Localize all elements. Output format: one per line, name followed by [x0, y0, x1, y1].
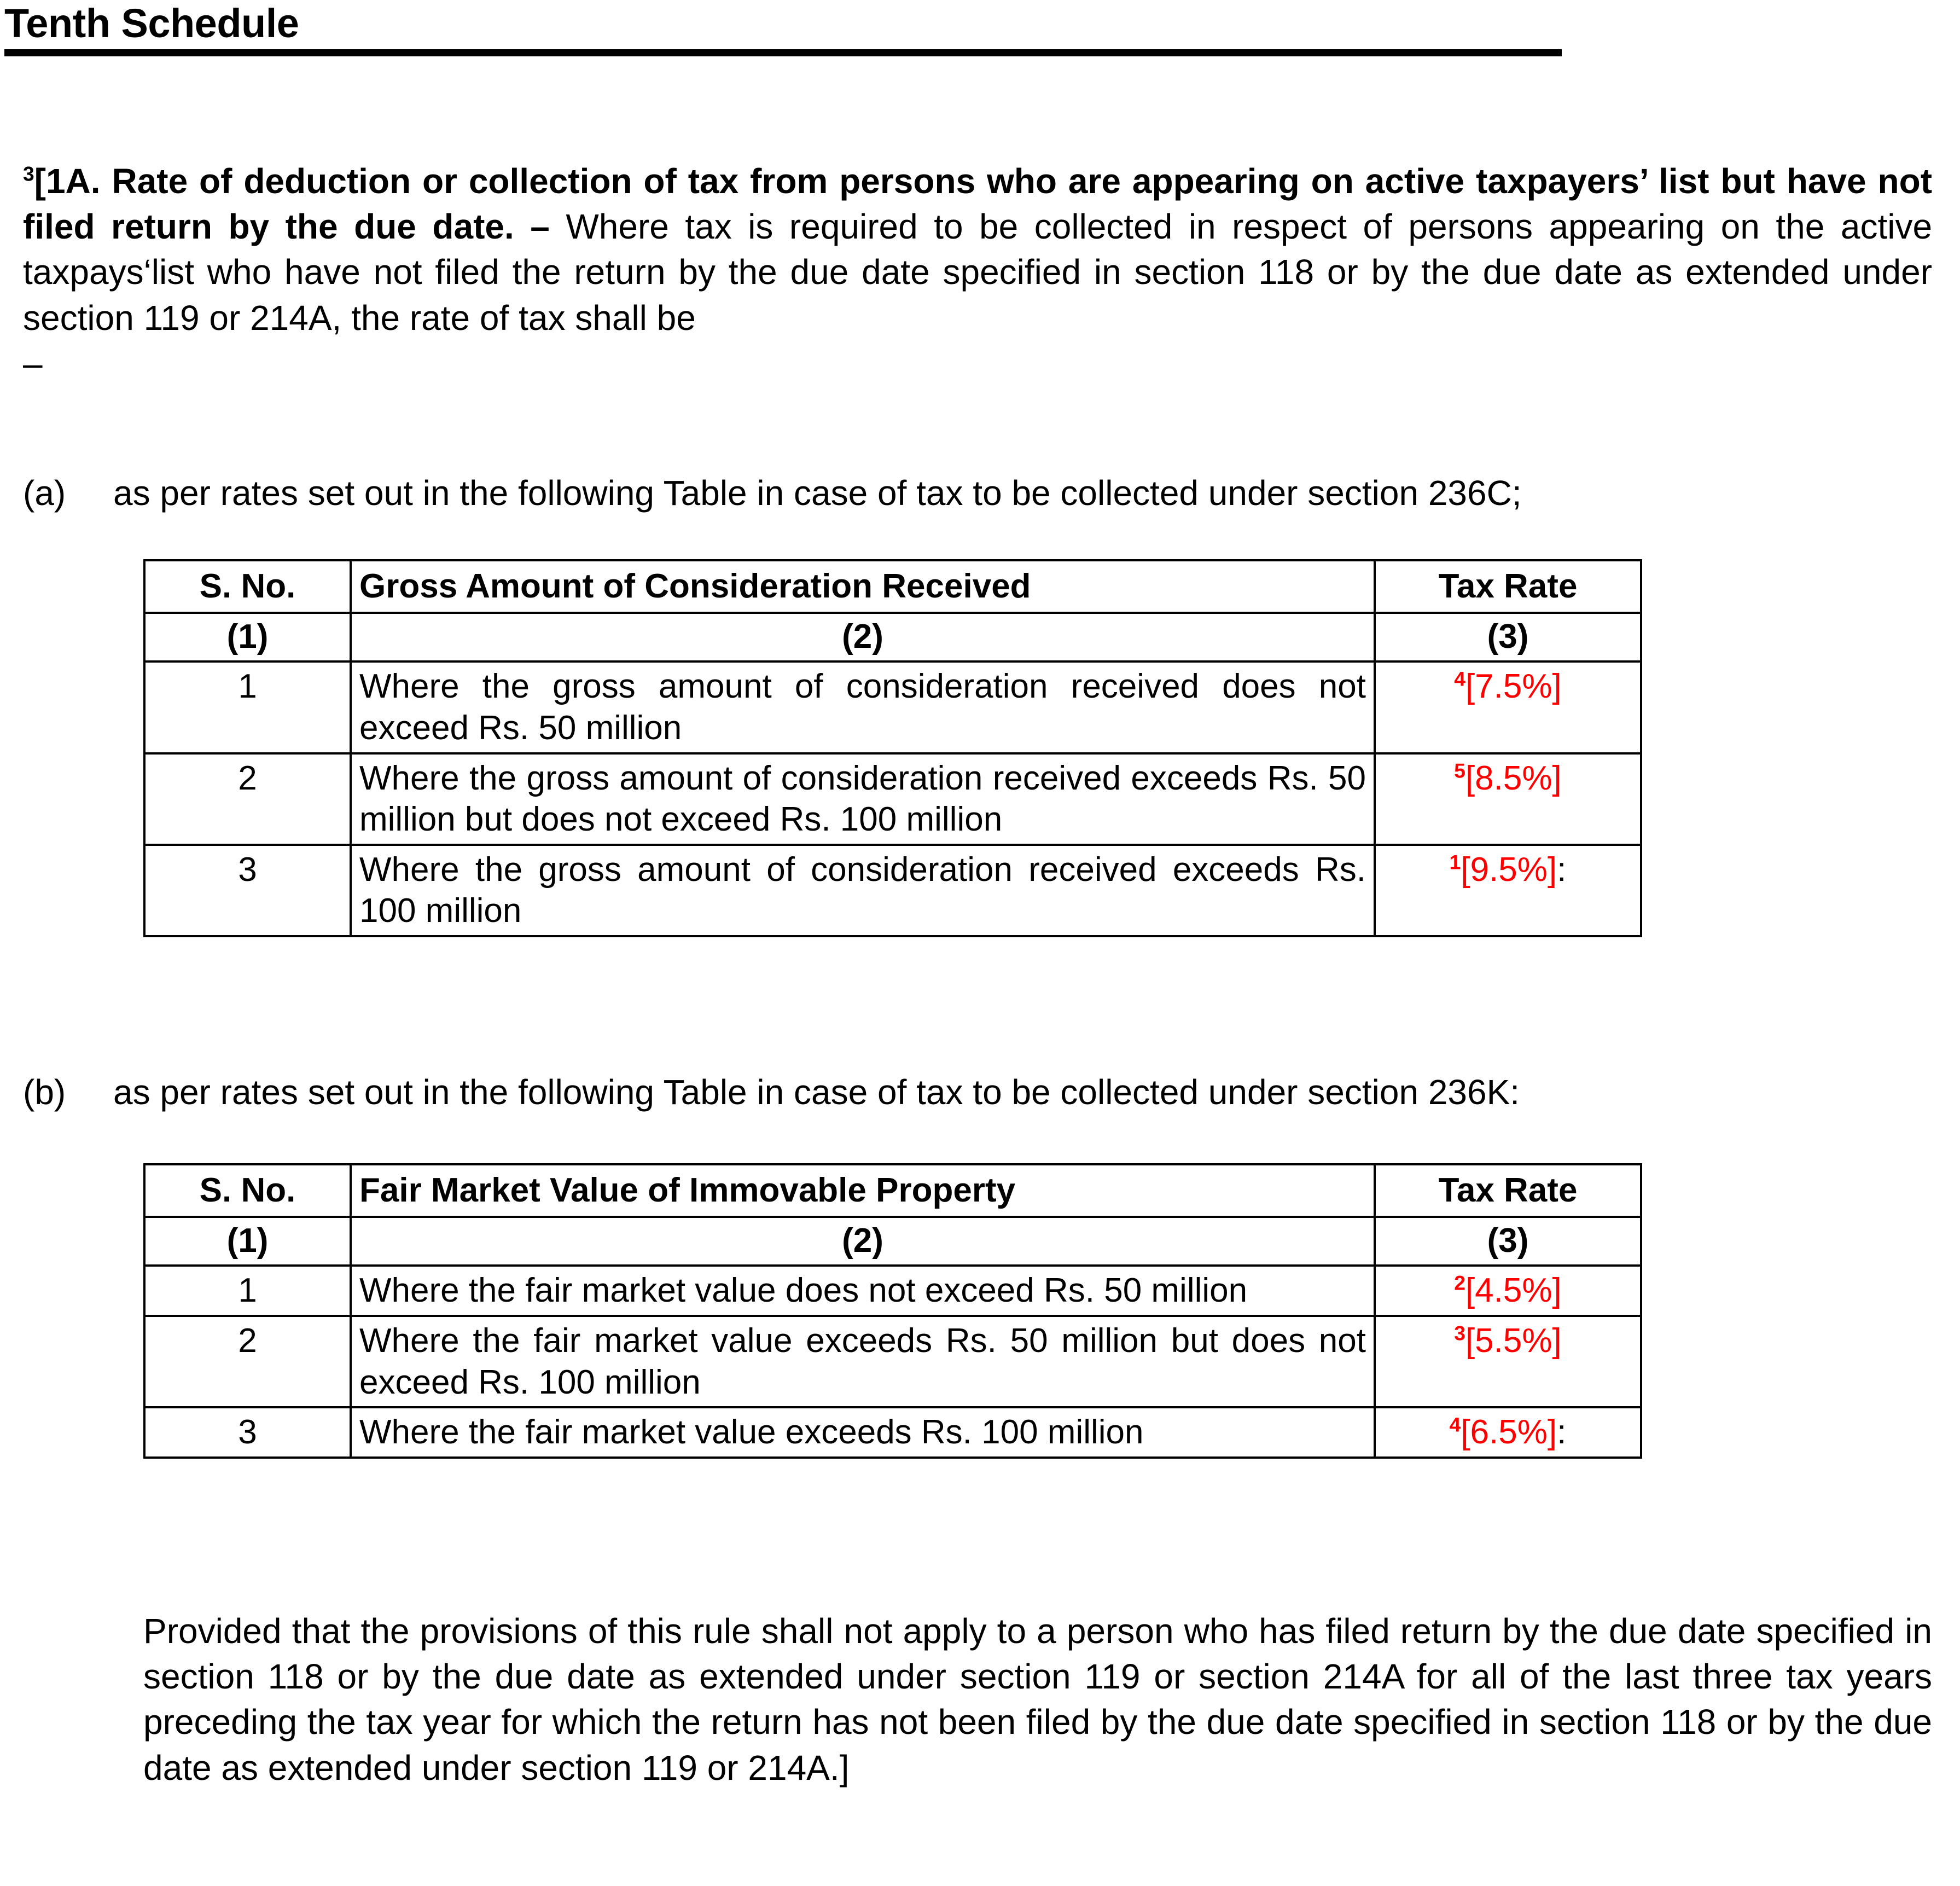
heading-body-text: Where tax is required to be collected in respect of persons appearing on the active taxpays‘list who have not filed the return by the due date specified in section 118 or by the due date as extended under section 119 or 214A, the rate of tax shall be	[23, 207, 1933, 338]
table-b-head	[144, 1164, 1641, 1217]
clause-b	[23, 1070, 1932, 1115]
table-a-row2-rate	[1375, 753, 1641, 845]
table-a-column-number-row	[144, 613, 1641, 662]
table-b-colnum-3: (3)	[1375, 1217, 1641, 1266]
table-a-header-desc: Gross Amount of Consideration Received	[351, 560, 1375, 613]
table-a-row2-sno: 2	[144, 753, 351, 845]
table-a-row3-rate	[1375, 845, 1641, 936]
table-a-row1-desc: Where the gross amount of consideration received does not exceed Rs. 50 million	[351, 661, 1375, 753]
footnote-marker-rate: 1	[1449, 850, 1461, 874]
footnote-marker-3: 3	[23, 162, 34, 185]
table-b-row3-rate	[1375, 1407, 1641, 1458]
table-fair-market-value	[143, 1163, 1642, 1459]
heading-clause-number: 1A.	[45, 161, 101, 201]
clause-a-text: as per rates set out in the following Table in case of tax to be collected under section 236C;	[113, 473, 1522, 513]
clause-a-block	[23, 471, 1932, 516]
standalone-dash: –	[23, 343, 43, 383]
table-b-colnum-1: (1)	[144, 1217, 351, 1266]
table-b-colnum-2: (2)	[351, 1217, 1375, 1266]
rate-value: [6.5%]	[1461, 1413, 1557, 1452]
table-row	[144, 845, 1641, 936]
table-b-row1-sno: 1	[144, 1266, 351, 1316]
rate-suffix: :	[1557, 850, 1567, 889]
table-row	[144, 1266, 1641, 1316]
footnote-marker-rate: 3	[1454, 1321, 1465, 1345]
table-row	[144, 1316, 1641, 1407]
table-a-block	[143, 559, 1642, 937]
heading-open-bracket: [	[34, 161, 46, 201]
rate-value: [9.5%]	[1461, 850, 1557, 889]
heading-dash: –	[530, 207, 550, 247]
table-a-row1-sno: 1	[144, 661, 351, 753]
table-a-row3-desc: Where the gross amount of consideration received exceeds Rs. 100 million	[351, 845, 1375, 936]
table-b-column-number-row	[144, 1217, 1641, 1266]
table-row	[144, 661, 1641, 753]
table-a-header-row	[144, 560, 1641, 613]
footnote-marker-rate: 4	[1449, 1413, 1461, 1436]
table-b-header-sno: S. No.	[144, 1164, 351, 1217]
table-consideration-received	[143, 559, 1642, 937]
rate-value: [4.5%]	[1465, 1272, 1562, 1310]
page-title-block	[4, 3, 1566, 56]
footnote-marker-rate: 4	[1454, 667, 1465, 690]
table-b-row2-sno: 2	[144, 1316, 351, 1407]
proviso-block	[143, 1609, 1932, 1791]
clause-b-label: (b)	[23, 1072, 66, 1112]
table-b-row3-desc: Where the fair market value exceeds Rs. 100 million	[351, 1407, 1375, 1458]
table-b-block	[143, 1163, 1642, 1459]
heading-paragraph-block	[23, 159, 1932, 386]
table-a-colnum-2: (2)	[351, 613, 1375, 662]
table-b-row2-rate	[1375, 1316, 1641, 1407]
table-b-body	[144, 1217, 1641, 1458]
clause-a-label: (a)	[23, 473, 66, 513]
heading-paragraph	[23, 159, 1932, 341]
table-a-body	[144, 613, 1641, 936]
table-row	[144, 753, 1641, 845]
rate-value: [7.5%]	[1465, 668, 1562, 706]
table-a-row3-sno: 3	[144, 845, 351, 936]
table-b-header-row	[144, 1164, 1641, 1217]
table-a-head	[144, 560, 1641, 613]
table-b-row2-desc: Where the fair market value exceeds Rs. 50 million but does not exceed Rs. 100 million	[351, 1316, 1375, 1407]
rate-value: [5.5%]	[1465, 1321, 1562, 1360]
table-b-row1-rate	[1375, 1266, 1641, 1316]
heading-bold-title: Rate of deduction or collection of tax from persons who are appearing on active taxpayers’ list but have not filed return by the due date.	[23, 161, 1933, 247]
clause-a	[23, 471, 1932, 516]
table-a-colnum-3: (3)	[1375, 613, 1641, 662]
title-horizontal-rule	[4, 49, 1562, 56]
table-b-header-desc: Fair Market Value of Immovable Property	[351, 1164, 1375, 1217]
table-b-header-rate: Tax Rate	[1375, 1164, 1641, 1217]
table-a-header-rate: Tax Rate	[1375, 560, 1641, 613]
table-b-row1-desc: Where the fair market value does not exceed Rs. 50 million	[351, 1266, 1375, 1316]
table-a-row1-rate	[1375, 661, 1641, 753]
rate-suffix: :	[1557, 1413, 1567, 1452]
rate-value: [8.5%]	[1465, 759, 1562, 797]
table-a-header-sno: S. No.	[144, 560, 351, 613]
clause-b-block	[23, 1070, 1932, 1115]
page-title: Tenth Schedule	[4, 1, 299, 46]
table-a-colnum-1: (1)	[144, 613, 351, 662]
table-row	[144, 1407, 1641, 1458]
footnote-marker-rate: 5	[1454, 758, 1465, 782]
table-a-row2-desc: Where the gross amount of consideration received exceeds Rs. 50 million but does not exceed Rs. 100 million	[351, 753, 1375, 845]
clause-b-text: as per rates set out in the following Table in case of tax to be collected under section 236K:	[113, 1072, 1520, 1112]
footnote-marker-rate: 2	[1454, 1271, 1465, 1295]
table-b-row3-sno: 3	[144, 1407, 351, 1458]
proviso-paragraph: Provided that the provisions of this rule shall not apply to a person who has filed return by the due date specified in section 118 or by the due date as extended under section 119 or section 214A for all of the last three tax years preceding the tax year for which the return has not been filed by the due date specified in section 118 or by the due date as extended under section 119 or 214A.]	[143, 1611, 1932, 1788]
